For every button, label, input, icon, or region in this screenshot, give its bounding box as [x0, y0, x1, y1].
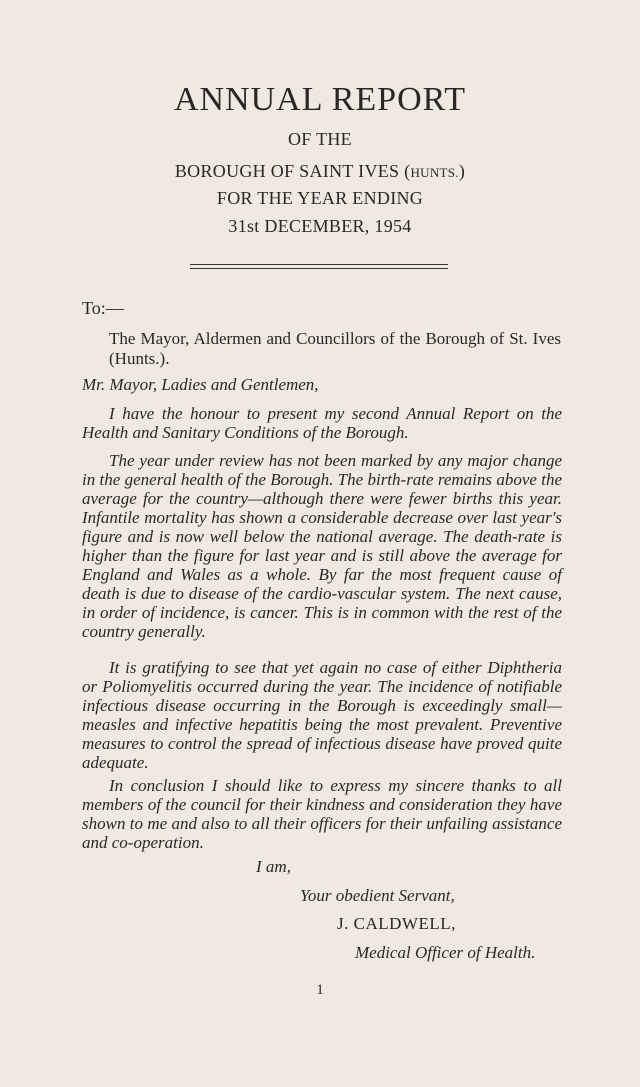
borough-paren-close: ) [458, 161, 466, 181]
subtitle-date: 31st DECEMBER, 1954 [228, 216, 412, 236]
borough-name: BOROUGH OF SAINT IVES ( [174, 161, 411, 181]
addressee: The Mayor, Aldermen and Councillors of the Borough of St. Ives (Hunts.). [109, 329, 561, 368]
paragraph: The year under review has not been marked by any major change in the general health of the Borough. The birth-rate remains above the average for the country—although there were fewer births this year. Infantile mortality has shown a considerable decrease over last year's figure and is now well below the national average. The death-rate is higher than the figure for last year and is still above the average for England and Wales as a whole. By far the most frequent cause of death is due to disease of the cardio-vascular system. The next cause, in order of incidence, is cancer. This is in common with the rest of the country generally. [82, 451, 562, 641]
addressee-label: To:— [82, 298, 124, 318]
divider-rule-bottom [190, 268, 448, 269]
signatory-title: Medical Officer of Health. [355, 943, 536, 962]
page-number: 1 [316, 982, 324, 998]
report-title: ANNUAL REPORT [173, 81, 467, 118]
closing: I am, [256, 857, 291, 876]
divider-rule-top [190, 264, 448, 265]
sign-off: Your obedient Servant, [300, 886, 455, 905]
subtitle-of-the: OF THE [288, 129, 352, 149]
paragraph: I have the honour to present my second Annual Report on the Health and Sanitary Conditions of the Borough. [82, 404, 562, 442]
salutation: Mr. Mayor, Ladies and Gentlemen, [82, 375, 319, 394]
subtitle-borough [0, 160, 640, 184]
signatory-name: J. CALDWELL, [337, 914, 456, 933]
paragraph: In conclusion I should like to express my sincere thanks to all members of the council for their kindness and consideration they have shown to me and also to all their officers for their unfailing assistance and co-operation. [82, 776, 562, 852]
county-abbrev: HUNTS. [410, 165, 459, 180]
subtitle-year-ending: FOR THE YEAR ENDING [216, 188, 424, 208]
paragraph: It is gratifying to see that yet again no case of either Diphtheria or Poliomyelitis occurred during the year. The incidence of notifiable infectious disease occurring in the Borough is exceedingly small—measles and infective hepatitis being the most prevalent. Preventive measures to control the spread of infectious disease have proved quite adequate. [82, 658, 562, 772]
